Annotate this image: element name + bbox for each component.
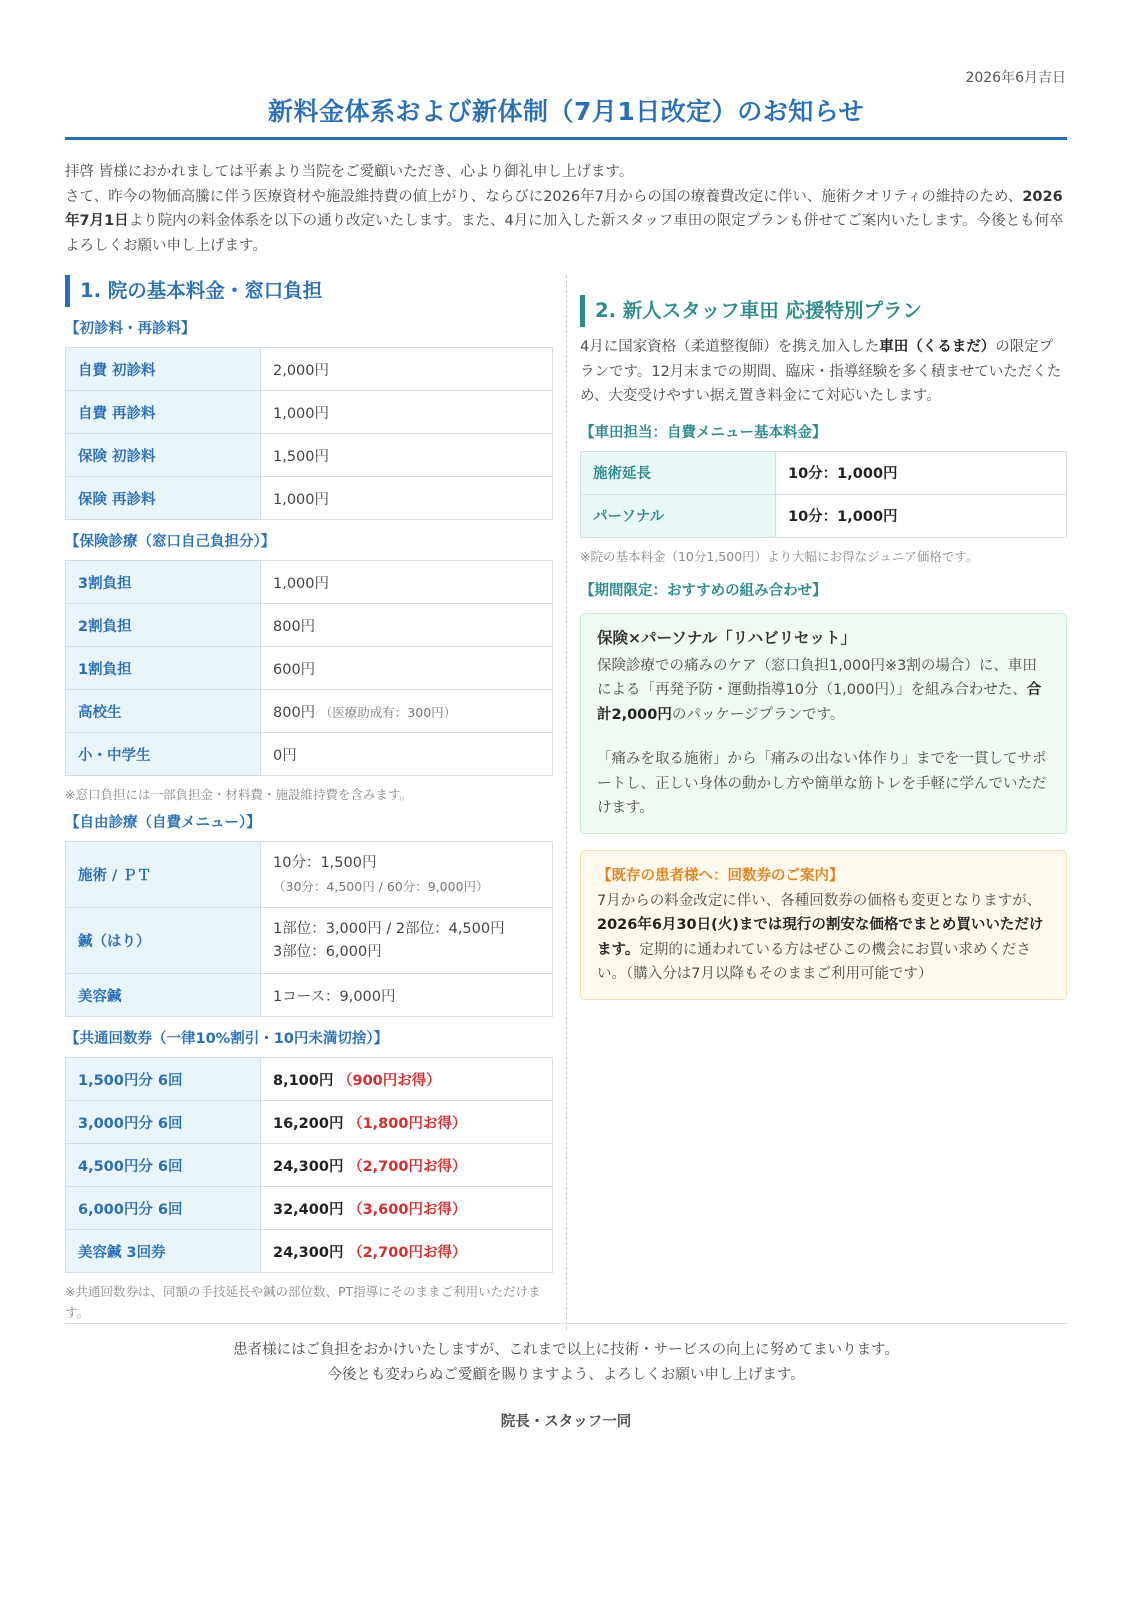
new-staff-intro-c: の限定プランです。12月末までの期間、臨床・指導経験を多く積ませていただくため、大変受けやすい据え置き料金にて対応いたします。 <box>580 339 1062 404</box>
row-value: 10分：1,000円 <box>776 494 1067 537</box>
signature: 院長・スタッフ一同 <box>500 1414 632 1430</box>
row-label: 保険 再診料 <box>66 477 261 520</box>
issue-date: 2026年6月吉日 <box>965 70 1066 86</box>
free-menu-table <box>65 841 553 1017</box>
ticket-price: 16,200円 <box>273 1115 344 1132</box>
table-row <box>66 348 553 391</box>
row-value: 10分：1,000円 <box>776 451 1067 494</box>
closing-line-1: 患者様にはご負担をおかけいたしますが、これまで以上に技術・サービスの向上に努めてまいります。 <box>233 1342 899 1358</box>
row-value <box>261 842 553 908</box>
new-staff-intro-a: 4月に国家資格（柔道整復師）を携え加入した <box>580 339 880 355</box>
row-value-main: 800円 <box>273 704 316 721</box>
combo-desc-c: のパッケージプランです。 <box>671 706 845 723</box>
row-value: 1コース：9,000円 <box>261 974 553 1017</box>
table-row <box>66 434 553 477</box>
table-row <box>581 494 1067 537</box>
table-row <box>581 451 1067 494</box>
section-heading-new-staff: 2. 新人スタッフ車田 応援特別プラン <box>580 295 1067 327</box>
combo-plan-box <box>580 613 1067 834</box>
table-row <box>66 974 553 1017</box>
table-row <box>66 477 553 520</box>
ticket-table <box>65 1057 553 1273</box>
left-column <box>65 275 553 1323</box>
initial-fee-table <box>65 347 553 520</box>
ticket-price: 24,300円 <box>273 1158 344 1175</box>
row-value <box>261 1230 553 1273</box>
row-label: 施術 / ＰＴ <box>66 842 261 908</box>
ticket-savings: （1,800円お得） <box>348 1115 467 1132</box>
row-label: 美容鍼 3回券 <box>66 1230 261 1273</box>
insurance-fee-table <box>65 560 553 776</box>
row-label: 1割負担 <box>66 647 261 690</box>
row-label: 鍼（はり） <box>66 908 261 974</box>
intro-effective-date: 2026年7月1日 <box>65 188 1063 229</box>
table-row <box>66 647 553 690</box>
row-value: 1,000円 <box>261 477 553 520</box>
subheading-insurance: 【保険診療（窓口自己負担分）】 <box>65 534 276 550</box>
row-label: 1,500円分 6回 <box>66 1058 261 1101</box>
insurance-footnote: ※窓口負担には一部負担金・材料費・施設維持費を含みます。 <box>65 787 412 802</box>
combo-plan-desc <box>597 654 1050 728</box>
subheading-combo: 【期間限定：おすすめの組み合わせ】 <box>580 582 827 599</box>
row-label: パーソナル <box>581 494 776 537</box>
row-label: 美容鍼 <box>66 974 261 1017</box>
table-row <box>66 842 553 908</box>
row-value-main: 10分：1,500円 <box>273 854 377 871</box>
ticket-savings: （2,700円お得） <box>348 1244 467 1261</box>
combo-desc-a: 保険診療での痛みのケア（窓口負担1,000円※3割の場合）に、車田による「再発予防・運動指導10分（1,000円）」を組み合わせた、 <box>597 657 1037 698</box>
notice-deadline: 2026年6月30日(火)までは現行の割安な価格でまとめ買いいただけます。 <box>597 917 1044 958</box>
ticket-price: 32,400円 <box>273 1201 344 1218</box>
staff-name: 車田（くるまだ） <box>879 339 996 355</box>
row-label: 自費 再診料 <box>66 391 261 434</box>
footer-divider <box>65 1323 1067 1324</box>
table-row <box>66 391 553 434</box>
row-value: 600円 <box>261 647 553 690</box>
column-divider <box>566 275 567 1330</box>
row-value: 0円 <box>261 733 553 776</box>
combo-total: 合計2,000円 <box>597 682 1042 723</box>
subheading-staff-menu: 【車田担当：自費メニュー基本料金】 <box>580 424 827 441</box>
notice-text-a: 7月からの料金改定に伴い、各種回数券の価格も変更となりますが、 <box>597 892 1042 909</box>
row-value: 1,000円 <box>261 391 553 434</box>
table-row <box>66 733 553 776</box>
table-row <box>66 1101 553 1144</box>
row-label: 施術延長 <box>581 451 776 494</box>
closing-text <box>65 1338 1067 1388</box>
ticket-price: 24,300円 <box>273 1244 344 1261</box>
ticket-notice-title: 【既存の患者様へ：回数券のご案内】 <box>597 867 844 884</box>
row-label: 自費 初診料 <box>66 348 261 391</box>
table-row <box>66 561 553 604</box>
intro-greeting: 拝啓 皆様におかれましては平素より当院をご愛顧いただき、心より御礼申し上げます。 <box>65 164 634 180</box>
table-row <box>66 1144 553 1187</box>
table-row <box>66 1230 553 1273</box>
subheading-tickets: 【共通回数券（一律10%割引・10円未満切捨）】 <box>65 1031 389 1047</box>
subheading-initial: 【初診料・再診料】 <box>65 321 196 337</box>
title-underline <box>65 137 1067 140</box>
ticket-price: 8,100円 <box>273 1072 334 1089</box>
intro-body-c: より院内の料金体系を以下の通り改定いたします。また、4月に加入した新スタッフ車田の限定プランも併せてご案内いたします。今後とも何卒よろしくお願い申し上げます。 <box>65 213 1064 254</box>
combo-plan-detail: 「痛みを取る施術」から「痛みの出ない体作り」までを一貫してサポートし、正しい身体の動かし方や簡単な筋トレを手軽に学んでいただけます。 <box>597 751 1047 816</box>
table-row <box>66 1187 553 1230</box>
ticket-footnote: ※共通回数券は、同額の手技延長や鍼の部位数、PT指導にそのままご利用いただけます。 <box>65 1284 541 1320</box>
intro-text <box>65 160 1067 258</box>
subheading-free: 【自由診療（自費メニュー）】 <box>65 815 261 831</box>
right-column <box>580 295 1067 1000</box>
row-value-sub: （30分：4,500円 / 60分：9,000円） <box>273 878 489 894</box>
row-value <box>261 1101 553 1144</box>
table-row <box>66 908 553 974</box>
table-row <box>66 604 553 647</box>
row-label: 3割負担 <box>66 561 261 604</box>
notice-text-c: 定期的に通われている方はぜひこの機会にお買い求めください。（購入分は7月以降もそのままご利用可能です） <box>597 941 1031 982</box>
row-value-sub: 3部位：6,000円 <box>273 943 382 960</box>
intro-body-a: さて、昨今の物価高騰に伴う医療資材や施設維持費の値上がり、ならびに2026年7月からの国の療養費改定に伴い、施術クオリティの維持のため、 <box>65 188 1023 205</box>
row-value <box>261 690 553 733</box>
ticket-notice-box <box>580 850 1067 1000</box>
row-value-note: （医療助成有：300円） <box>319 704 457 720</box>
row-value <box>261 1058 553 1101</box>
ticket-notice-text <box>597 889 1050 987</box>
row-value: 1,000円 <box>261 561 553 604</box>
staff-menu-footnote: ※院の基本料金（10分1,500円）より大幅にお得なジュニア価格です。 <box>580 548 979 564</box>
ticket-savings: （2,700円お得） <box>348 1158 467 1175</box>
closing-line-2: 今後とも変わらぬご愛顧を賜りますよう、よろしくお願い申し上げます。 <box>327 1367 805 1383</box>
row-value: 2,000円 <box>261 348 553 391</box>
row-label: 保険 初診料 <box>66 434 261 477</box>
row-value <box>261 1144 553 1187</box>
new-staff-intro <box>580 335 1067 409</box>
staff-menu-table <box>580 451 1067 538</box>
row-label: 高校生 <box>66 690 261 733</box>
page-title: 新料金体系および新体制（7月1日改定）のお知らせ <box>267 97 865 126</box>
row-value-main: 1部位：3,000円 / 2部位：4,500円 <box>273 920 505 937</box>
row-value <box>261 908 553 974</box>
table-row <box>66 690 553 733</box>
row-value: 1,500円 <box>261 434 553 477</box>
row-label: 4,500円分 6回 <box>66 1144 261 1187</box>
row-label: 3,000円分 6回 <box>66 1101 261 1144</box>
row-label: 小・中学生 <box>66 733 261 776</box>
intro-body <box>65 185 1067 259</box>
row-label: 6,000円分 6回 <box>66 1187 261 1230</box>
ticket-savings: （3,600円お得） <box>348 1201 467 1218</box>
ticket-savings: （900円お得） <box>337 1072 441 1089</box>
combo-plan-title: 保険×パーソナル「リハビリセット」 <box>597 628 856 647</box>
section-heading-basic-fees: 1. 院の基本料金・窓口負担 <box>65 275 553 307</box>
row-value: 800円 <box>261 604 553 647</box>
table-row <box>66 1058 553 1101</box>
row-label: 2割負担 <box>66 604 261 647</box>
row-value <box>261 1187 553 1230</box>
